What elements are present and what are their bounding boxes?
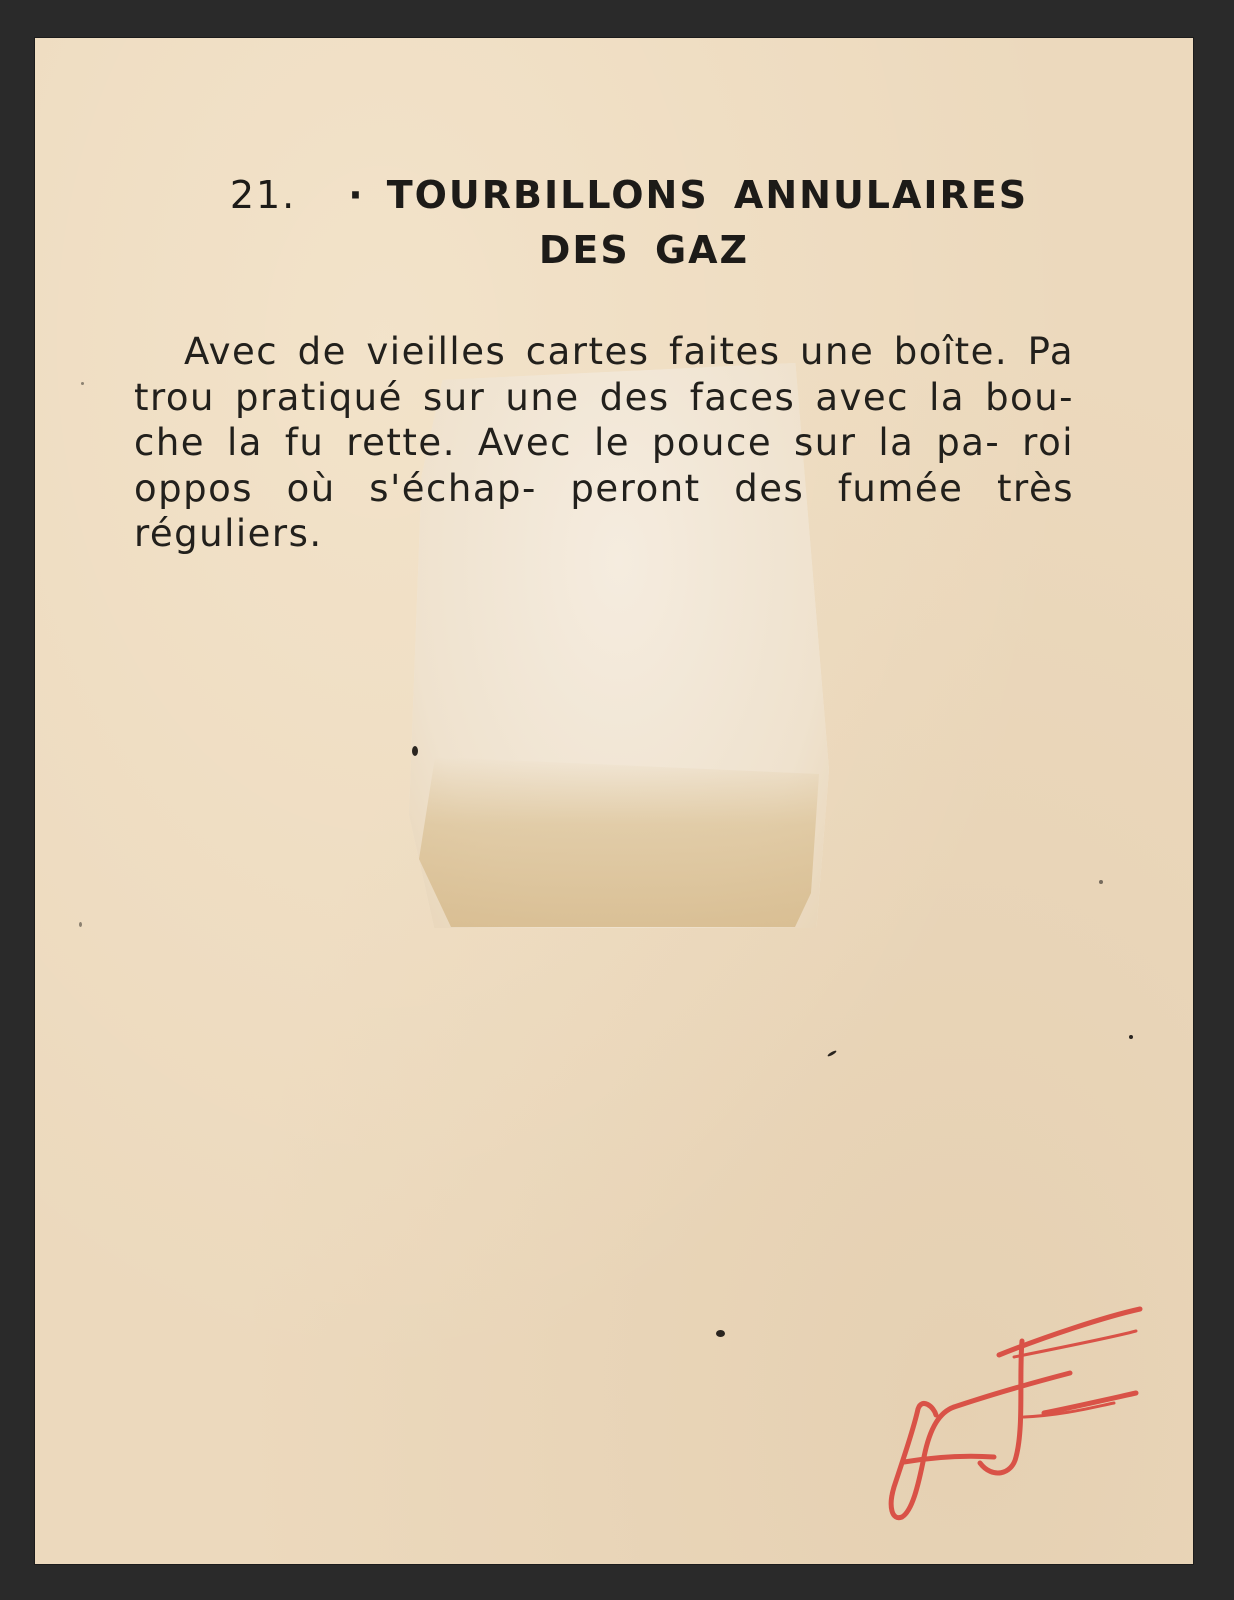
title-line-2: DES GAZ	[538, 228, 750, 272]
glue-stain	[419, 757, 819, 927]
card-number: 21.	[229, 173, 297, 217]
title-line-1	[194, 173, 1064, 217]
card-back	[34, 37, 1194, 1565]
ink-speck	[79, 922, 82, 927]
ink-speck	[827, 1050, 837, 1058]
ink-speck	[1099, 880, 1103, 884]
title-text-1: TOURBILLONS ANNULAIRES	[386, 173, 1029, 217]
title-separator: ·	[348, 173, 365, 217]
ink-speck	[1129, 1035, 1133, 1039]
card-body-text: Avec de vieilles cartes faites une boîte. Pa trou pratiqué sur une des faces avec la bou- che la fu rette. Avec le pouce sur la pa- roi oppos où s'échap- peront des fumée très réguliers.	[134, 330, 1074, 555]
ink-speck	[412, 746, 418, 756]
signature-icon	[874, 1257, 1204, 1537]
ink-speck	[716, 1330, 725, 1337]
ink-speck	[81, 382, 84, 385]
